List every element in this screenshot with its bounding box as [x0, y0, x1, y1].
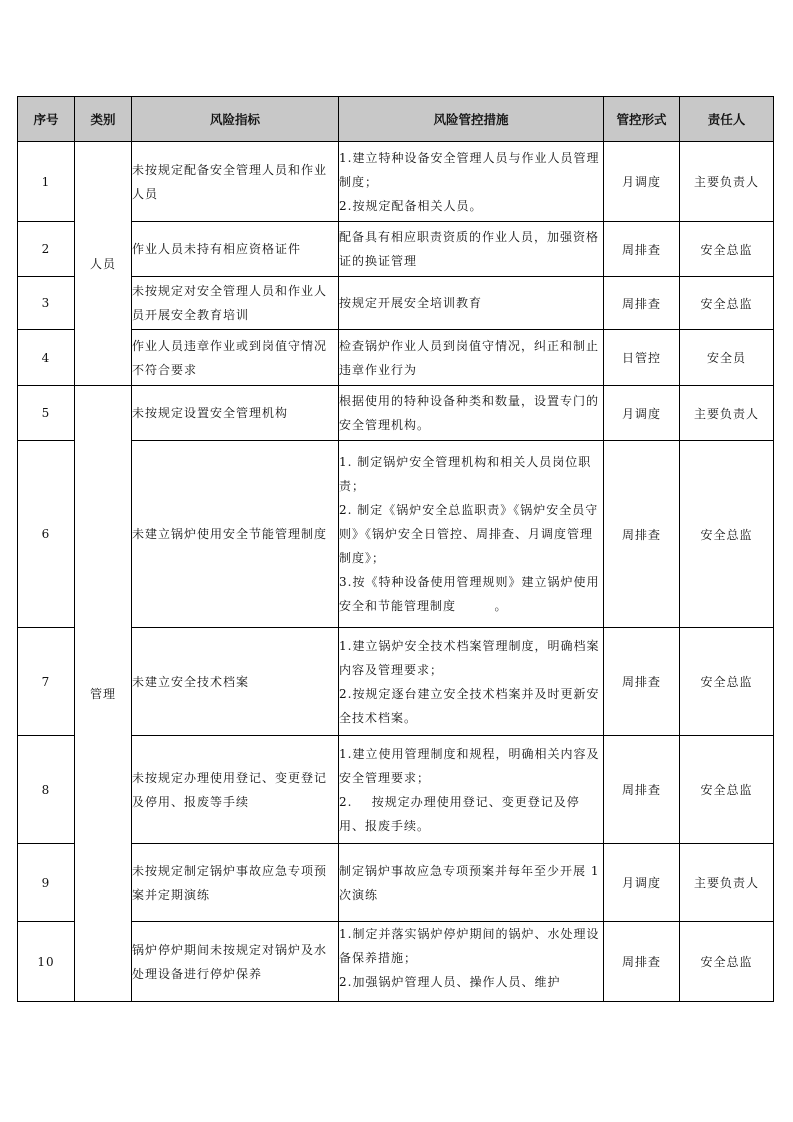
risk-indicator: 作业人员违章作业或到岗值守情况不符合要求 — [132, 330, 339, 386]
measure-line: 根据使用的特种设备种类和数量，设置专门的安全管理机构。 — [339, 394, 600, 432]
measure-line: 1.建立使用管理制度和规程，明确相关内容及安全管理要求； — [339, 746, 600, 785]
responsible-person: 安全总监 — [680, 922, 774, 1002]
row-no: 6 — [18, 441, 75, 628]
row-no: 2 — [18, 222, 75, 277]
control-measures — [339, 277, 604, 330]
measures-clip — [339, 922, 603, 996]
responsible-person: 主要负责人 — [680, 142, 774, 222]
control-form: 月调度 — [604, 386, 680, 441]
table-row — [18, 736, 774, 844]
row-no: 9 — [18, 844, 75, 922]
control-form: 周排查 — [604, 441, 680, 628]
responsible-person: 主要负责人 — [680, 386, 774, 441]
table-header-row — [18, 97, 774, 142]
risk-indicator: 未按规定配备安全管理人员和作业人员 — [132, 142, 339, 222]
responsible-person: 安全总监 — [680, 736, 774, 844]
control-form: 日管控 — [604, 330, 680, 386]
responsible-person: 安全总监 — [680, 628, 774, 736]
row-no: 7 — [18, 628, 75, 736]
measure-line: 2. 制定《锅炉安全总监职责》《锅炉安全员守则》《锅炉安全日管控、周排查、月调度管理制度》； — [339, 503, 599, 565]
risk-indicator: 未按规定设置安全管理机构 — [132, 386, 339, 441]
row-no: 1 — [18, 142, 75, 222]
control-form: 周排查 — [604, 628, 680, 736]
row-no: 3 — [18, 277, 75, 330]
header-owner: 责任人 — [680, 97, 774, 142]
control-measures — [339, 736, 604, 844]
measure-line: 1.建立特种设备安全管理人员与作业人员管理制度； — [339, 150, 600, 189]
risk-indicator: 未按规定对安全管理人员和作业人员开展安全教育培训 — [132, 277, 339, 330]
control-measures — [339, 441, 604, 628]
control-form: 月调度 — [604, 844, 680, 922]
row-no: 5 — [18, 386, 75, 441]
measure-line: 2.按规定配备相关人员。 — [339, 198, 483, 213]
responsible-person: 安全总监 — [680, 441, 774, 628]
measure-line: 1.建立锅炉安全技术档案管理制度，明确档案内容及管理要求； — [339, 638, 600, 677]
table-row — [18, 330, 774, 386]
measure-line: 配备具有相应职责资质的作业人员，加强资格证的换证管理 — [339, 230, 600, 268]
measure-line: 检查锅炉作业人员到岗值守情况，纠正和制止违章作业行为 — [339, 338, 600, 377]
control-form: 月调度 — [604, 142, 680, 222]
measure-line: 1.制定并落实锅炉停炉期间的锅炉、水处理设备保养措施； — [339, 927, 600, 965]
measure-line: 制定锅炉事故应急专项预案并每年至少开展 1次演练 — [339, 863, 600, 902]
row-no: 4 — [18, 330, 75, 386]
control-measures — [339, 628, 604, 736]
responsible-person: 主要负责人 — [680, 844, 774, 922]
table-row — [18, 222, 774, 277]
measure-line: 2.按规定逐台建立安全技术档案并及时更新安全技术档案。 — [339, 686, 600, 725]
table-row — [18, 922, 774, 1002]
risk-indicator: 未建立安全技术档案 — [132, 628, 339, 736]
table-row — [18, 441, 774, 628]
risk-indicator: 未按规定制定锅炉事故应急专项预案并定期演练 — [132, 844, 339, 922]
row-no: 10 — [18, 922, 75, 1002]
header-form: 管控形式 — [604, 97, 680, 142]
responsible-person: 安全员 — [680, 330, 774, 386]
control-form: 周排查 — [604, 736, 680, 844]
measure-line: 3.按《特种设备使用管理规则》建立锅炉使用安全和节能管理制度 。 — [339, 575, 600, 613]
control-form: 周排查 — [604, 922, 680, 1002]
control-measures — [339, 142, 604, 222]
measure-line: 按规定开展安全培训教育 — [339, 296, 483, 310]
table-row — [18, 386, 774, 441]
header-indicator: 风险指标 — [132, 97, 339, 142]
table-row — [18, 142, 774, 222]
table-row — [18, 844, 774, 922]
table-row — [18, 628, 774, 736]
control-measures — [339, 844, 604, 922]
measure-line: 2. 按规定办理使用登记、变更登记及停用、报废手续。 — [339, 794, 580, 833]
risk-indicator: 作业人员未持有相应资格证件 — [132, 222, 339, 277]
responsible-person: 安全总监 — [680, 222, 774, 277]
table-row — [18, 277, 774, 330]
category-cell: 管理 — [75, 386, 132, 1002]
header-no: 序号 — [18, 97, 75, 142]
control-measures — [339, 922, 604, 1002]
control-measures — [339, 386, 604, 441]
measure-line: 1. 制定锅炉安全管理机构和相关人员岗位职责； — [339, 455, 592, 493]
row-no: 8 — [18, 736, 75, 844]
responsible-person: 安全总监 — [680, 277, 774, 330]
measure-line: 2.加强锅炉管理人员、操作人员、维护 — [339, 975, 561, 989]
control-measures — [339, 222, 604, 277]
control-measures — [339, 330, 604, 386]
risk-indicator: 未建立锅炉使用安全节能管理制度 — [132, 441, 339, 628]
risk-control-table — [17, 96, 774, 1002]
control-form: 周排查 — [604, 222, 680, 277]
header-category: 类别 — [75, 97, 132, 142]
risk-indicator: 未按规定办理使用登记、变更登记及停用、报废等手续 — [132, 736, 339, 844]
risk-indicator: 锅炉停炉期间未按规定对锅炉及水处理设备进行停炉保养 — [132, 922, 339, 1002]
header-measures: 风险管控措施 — [339, 97, 604, 142]
control-form: 周排查 — [604, 277, 680, 330]
category-cell: 人员 — [75, 142, 132, 386]
